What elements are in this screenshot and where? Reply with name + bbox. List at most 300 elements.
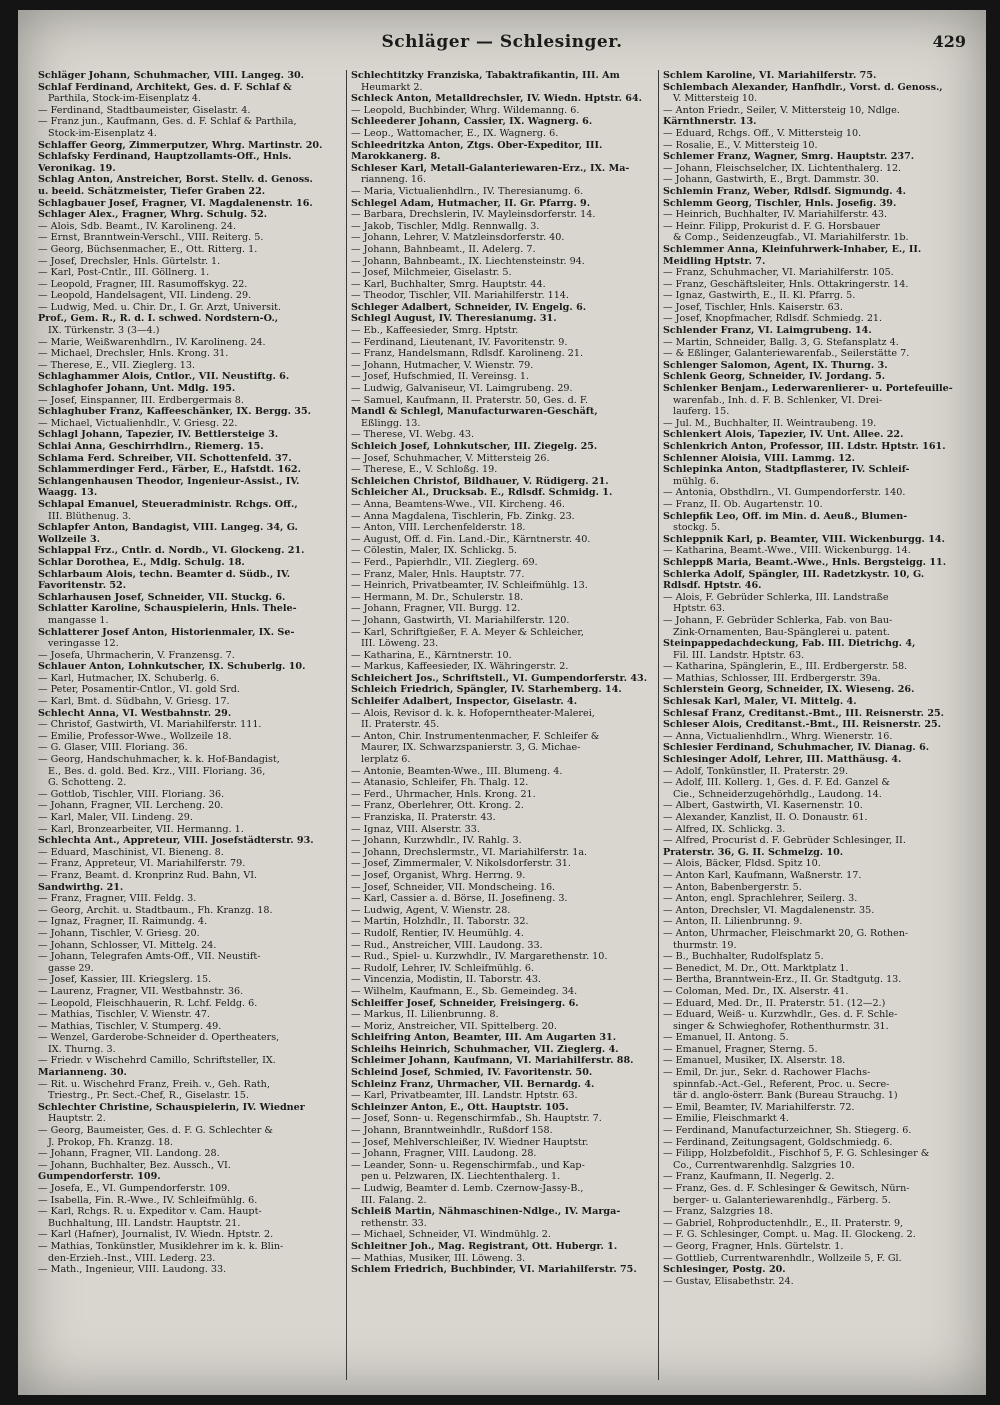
directory-entry-line: — Ignaz, VIII. Alserstr. 33.	[351, 823, 480, 835]
directory-entry-line: — Johann, Branntweinhdlr., Rußdorf 158.	[351, 1125, 553, 1137]
directory-entry-line: Schleich Josef, Lohnkutscher, III. Ziegelg. 25.	[351, 441, 598, 452]
directory-entry-line: mangasse 1.	[48, 614, 109, 626]
directory-entry-line: Buchhaltung, III. Landstr. Hauptstr. 21.	[48, 1217, 241, 1229]
directory-entry-line: — Leander, Sonn- u. Regenschirmfab., und Kap-	[351, 1159, 585, 1171]
directory-entry-line: rethenstr. 33.	[361, 1217, 427, 1229]
directory-entry-line: Schlemmer Anna, Kleinfuhrwerk-Inhaber, E., II.	[663, 243, 922, 255]
directory-entry-line: — Samuel, Kaufmann, II. Praterstr. 50, Ges. d. F.	[351, 394, 589, 406]
directory-entry-line: Schleicher Al., Drucksab. E., Rdlsdf. Schmidg. 1.	[351, 487, 613, 499]
directory-entry-line: III. Löweng. 23.	[361, 638, 439, 650]
directory-entry-line: mühlg. 6.	[673, 475, 719, 487]
directory-entry-line: Schlager Alex., Fragner, Whrg. Schulg. 52.	[38, 209, 268, 221]
directory-entry-line: III. Blüthenug. 3.	[48, 510, 132, 522]
directory-entry-line: Schleich Friedrich, Spängler, IV. Starhemberg. 14.	[351, 684, 622, 696]
directory-entry-line: Schlag Anton, Anstreicher, Borst. Stellv. d. Genoss.	[38, 174, 313, 186]
directory-entry-line: — Johann, Gastwirth, E., Brgt. Dammstr. 30.	[663, 174, 879, 186]
directory-entry-line: — Franz jun., Kaufmann, Ges. d. F. Schlaf & Parthila,	[38, 116, 297, 128]
directory-entry-line: Schlechter Christine, Schauspielerin, IV. Wiedner	[38, 1101, 305, 1113]
directory-entry-line: — Karl, Schriftgießer, F. A. Meyer & Schleicher,	[351, 626, 584, 638]
directory-entry-line: Schlarhausen Josef, Schneider, VII. Stuckg. 6.	[38, 591, 286, 603]
directory-entry-line: Gumpendorferstr. 109.	[38, 1171, 161, 1183]
directory-entry-line: — Josef, Sonn- u. Regenschirmfab., Sh. Hauptstr. 7.	[351, 1113, 602, 1125]
directory-entry-line: — Georg, Baumeister, Ges. d. F. G. Schlechter &	[38, 1125, 273, 1137]
directory-entry-line: — Johann, Kurzwhdlr., IV. Rahlg. 3.	[351, 835, 522, 847]
directory-entry-line: Rdlsdf. Hptstr. 46.	[663, 580, 762, 592]
directory-entry-line: — Franz, Beamt. d. Kronprinz Rud. Bahn, VI.	[38, 869, 258, 881]
directory-entry-line: Schleichert Jos., Schriftstell., VI. Gumpendorferstr. 43.	[351, 672, 648, 684]
directory-entry-line: IX. Türkenstr. 3 (3—4.)	[48, 325, 160, 337]
directory-entry-line: — Karl, Buchhalter, Smrg. Hauptstr. 44.	[351, 278, 546, 290]
directory-entry-line: — Ferdinand, Lieutenant, IV. Favoritenstr. 9.	[351, 336, 568, 348]
directory-entry-line: — Anton, Babenbergerstr. 5.	[663, 881, 802, 893]
directory-entry-line: veringasse 12.	[48, 638, 119, 650]
directory-entry-line: Favoritenstr. 52.	[38, 580, 127, 592]
directory-entry-line: — Karl, Hutmacher, IX. Schuberlg. 6.	[38, 672, 220, 684]
directory-entry-line: Schlapfer Anton, Bandagist, VIII. Langeg. 34, G.	[38, 522, 298, 534]
directory-entry-line: — Mathias, Tonkünstler, Musiklehrer im k. k. Blin-	[38, 1240, 284, 1252]
directory-entry-line: III. Falang. 2.	[361, 1194, 427, 1206]
directory-entry-line: — Barbara, Drechslerin, IV. Mayleinsdorferstr. 14.	[351, 209, 596, 221]
directory-entry-line: — Ernst, Branntwein-Verschl., VIII. Reiterg. 5.	[38, 232, 264, 244]
directory-entry-line: — Rosalie, E., V. Mittersteig 10.	[663, 139, 818, 151]
directory-entry-line: — Karl, Maler, VII. Lindeng. 29.	[38, 812, 193, 823]
directory-entry-line: — Franz, II. Ob. Augartenstr. 10.	[663, 498, 823, 510]
directory-entry-line: — Anton, VIII. Lerchenfelderstr. 18.	[351, 522, 526, 534]
directory-entry-line: Schleppnik Karl, p. Beamter, VIII. Wickenburgg. 14.	[663, 533, 945, 545]
directory-entry-line: — Johann, Buchhalter, Bez. Aussch., VI.	[38, 1159, 231, 1171]
directory-entry-line: Schleiß Martin, Nähmaschinen-Ndlge., IV. Marga-	[351, 1206, 621, 1218]
directory-entry-line: Schlapal Emanuel, Steueradministr. Rchgs. Off.,	[38, 498, 298, 510]
directory-entry-line: — Johann, Bahnbeamt., II. Adelerg. 7.	[351, 243, 536, 255]
directory-entry-line: & Comp., Seidenzeugfab., VI. Mariahilferstr. 1b.	[673, 232, 909, 244]
directory-entry-line: — Rudolf, Lehrer, IV. Schleifmühlg. 6.	[351, 962, 535, 974]
directory-entry-line: — August, Off. d. Fin. Land.-Dir., Kärntnerstr. 40.	[351, 533, 591, 545]
directory-entry-line: Kärnthnerstr. 13.	[663, 116, 757, 128]
directory-entry-line: Schlecht Anna, VI. Westbahnstr. 29.	[38, 707, 232, 719]
directory-entry-line: — Johann, Fragner, VII. Burgg. 12.	[351, 603, 521, 615]
directory-entry-line: II. Praterstr. 45.	[361, 719, 440, 731]
directory-entry-line: — Leopold, Fragner, III. Rasumoffskyg. 22.	[38, 278, 248, 290]
directory-entry-line: — Franz, Maler, Hnls. Hauptstr. 77.	[351, 568, 525, 580]
directory-entry-line: Schlechtitzky Franziska, Tabaktrafikantin, III. Am	[351, 70, 620, 81]
directory-entry-line: — Anton Karl, Kaufmann, Waßnerstr. 17.	[663, 869, 862, 881]
directory-entry-line: rianneng. 16.	[361, 174, 427, 186]
directory-entry-line: Schlappal Frz., Cntlr. d. Nordb., VI. Glockeng. 21.	[38, 545, 305, 557]
directory-entry-line: — Josef, Kassier, III. Kriegslerg. 15.	[38, 974, 212, 986]
directory-entry-line: — Josef, Mehlverschleißer, IV. Wiedner Hauptstr.	[351, 1136, 589, 1148]
directory-entry-line: — Wilhelm, Kaufmann, E., Sb. Gemeindeg. 34.	[351, 985, 578, 997]
directory-entry-line: — Franz, Handelsmann, Rdlsdf. Karolineng. 21.	[351, 348, 584, 360]
directory-entry-line: — Martin, Holzhdlr., II. Taborstr. 32.	[351, 916, 529, 928]
directory-entry-line: — Ludwig, Galvaniseur, VI. Laimgrubeng. 29.	[351, 383, 573, 395]
directory-entry-line: — Ludwig, Med. u. Chir. Dr., I. Gr. Arzt, Universit.	[38, 301, 282, 313]
directory-entry-line: — Karl, Privatbeamter, III. Landstr. Hptstr. 63.	[351, 1090, 578, 1102]
directory-entry-line: — Jul. M., Buchhalter, II. Weintraubeng. 19.	[663, 417, 877, 429]
directory-entry-line: Schleppß Maria, Beamt.-Wwe., Hnls. Bergsteigg. 11.	[663, 556, 947, 568]
directory-entry-line: — Michael, Drechsler, Hnls. Krong. 31.	[38, 348, 229, 360]
directory-entry-line: — Filipp, Holzbefoldit., Fischhof 5, F. G. Schlesinger &	[663, 1148, 930, 1160]
directory-entry-line: — Vincenzia, Modistin, II. Taborstr. 43.	[351, 974, 541, 986]
directory-entry-line: — Atanasio, Schleifer, Fh. Thalg. 12.	[351, 777, 529, 789]
directory-entry-line: Schlepinka Anton, Stadtpflasterer, IV. Schleif-	[663, 464, 910, 476]
directory-entry-line: Schleederer Johann, Cassier, IX. Wagnerg. 6.	[351, 116, 593, 128]
directory-entry-line: Stock-im-Eisenplatz 4.	[48, 127, 157, 139]
directory-entry-line: Hauptstr. 2.	[48, 1113, 106, 1125]
directory-entry-line: — Johann, Lehrer, V. Matzleinsdorferstr. 40.	[351, 232, 565, 244]
directory-entry-line: — Georg, Büchsenmacher, E., Ott. Ritterg. 1.	[38, 243, 258, 255]
directory-entry-line: — Franz, Ges. d. F. Schlesinger & Gewitsch, Nürn-	[663, 1183, 910, 1194]
directory-entry-line: — Johann, F. Gebrüder Schlerka, Fab. von Bau-	[663, 614, 893, 626]
directory-entry-line: tär d. anglo-österr. Bank (Bureau Strauchg. 1)	[673, 1090, 898, 1102]
directory-entry-line: — Rit. u. Wischehrd Franz, Freih. v., Geh. Rath,	[38, 1078, 270, 1090]
directory-entry-line: — Emanuel, Musiker, IX. Alserstr. 18.	[663, 1055, 846, 1067]
directory-entry-line: — Cölestin, Maler, IX. Schlickg. 5.	[351, 545, 518, 557]
running-title: Schläger — Schlesinger.	[381, 32, 623, 52]
directory-entry-line: — Antonie, Beamten-Wwe., III. Blumeng. 4.	[351, 765, 563, 777]
directory-entry-line: Schlemer Franz, Wagner, Smrg. Hauptstr. 237.	[663, 151, 915, 163]
directory-entry-line: — Johann, Gastwirth, VI. Mariahilferstr. 120.	[351, 614, 570, 626]
directory-entry-line: — Leopold, Buchbinder, Whrg. Wildemanng. 6.	[351, 104, 580, 116]
directory-entry-line: warenfab., Inh. d. F. B. Schlenker, VI. Drei-	[673, 394, 883, 406]
directory-entry-line: — Eduard, Med. Dr., II. Praterstr. 51. (12—2.)	[663, 997, 886, 1009]
directory-entry-line: — Josef, Organist, Whrg. Herrng. 9.	[351, 869, 526, 881]
directory-page	[18, 10, 986, 1395]
directory-entry-line: — G. Glaser, VIII. Floriang. 36.	[38, 742, 188, 754]
directory-entry-line: — Franz, Geschäftsleiter, Hnls. Ottakringerstr. 14.	[663, 278, 909, 290]
directory-entry-line: — Theodor, Tischler, VII. Mariahilferstr. 114.	[351, 290, 569, 302]
directory-entry-line: — Johann, Tischler, V. Griesg. 20.	[38, 927, 200, 939]
directory-entry-line: Sandwirthg. 21.	[38, 881, 124, 893]
page-header	[18, 32, 986, 56]
directory-entry-line: — Math., Ingenieur, VIII. Laudong. 33.	[38, 1264, 227, 1276]
directory-entry-line: Schleichen Christof, Bildhauer, V. Rüdigerg. 21.	[351, 475, 609, 487]
directory-entry-line: spinnfab.-Act.-Gel., Referent, Proc. u. Secre-	[673, 1078, 890, 1090]
directory-entry-line: Schlemm Georg, Tischler, Hnls. Josefig. 39.	[663, 197, 897, 209]
directory-entry-line: — Franz, Appreteur, VI. Mariahilferstr. 79.	[38, 858, 246, 870]
directory-entry-line: — Alexander, Kanzlist, II. O. Donaustr. 61.	[663, 812, 868, 823]
directory-entry-line: Schlafsky Ferdinand, Hauptzollamts-Off., Hnls.	[38, 151, 292, 163]
directory-entry-line: — Franz, Schuhmacher, VI. Mariahilferstr. 105.	[663, 267, 894, 279]
directory-entry-line: Schlatter Karoline, Schauspielerin, Hnls. Thele-	[38, 603, 297, 615]
directory-entry-line: — Antonia, Obsthdlrn., VI. Gumpendorferstr. 140.	[663, 487, 906, 499]
directory-entry-line: Schlangenhausen Theodor, Ingenieur-Assist., IV.	[38, 475, 300, 487]
directory-entry-line: Schlatterer Josef Anton, Historienmaler, IX. Se-	[38, 626, 295, 638]
directory-entry-line: — Katharina, Spänglerin, E., III. Erdbergerstr. 58.	[663, 661, 908, 673]
directory-entry-line: thurmstr. 19.	[673, 939, 737, 951]
directory-entry-line: — Georg, Archit. u. Stadtbaum., Fh. Kranzg. 18.	[38, 904, 273, 916]
directory-entry-line: — Ferdinand, Stadtbaumeister, Giselastr. 4.	[38, 104, 251, 116]
directory-entry-line: — Johann, Fragner, VIII. Laudong. 28.	[351, 1148, 537, 1160]
directory-entry-line: Schlem Friedrich, Buchbinder, VI. Mariahilferstr. 75.	[351, 1264, 637, 1276]
directory-entry-line: Zink-Ornamenten, Bau-Spänglerei u. patent.	[673, 626, 890, 638]
directory-entry-line: Schlesak Karl, Maler, VI. Mittelg. 4.	[663, 696, 857, 708]
directory-entry-line: pen u. Pelzwaren, IX. Liechtenthalerg. 1.	[361, 1171, 561, 1183]
directory-entry-line: Schlesinger Adolf, Lehrer, III. Matthäusg. 4.	[663, 754, 902, 766]
directory-entry-line: — Leop., Wattomacher, E., IX. Wagnerg. 6.	[351, 127, 559, 139]
directory-entry-line: — Therese, E., V. Schloßg. 19.	[351, 464, 498, 476]
directory-entry-line: V. Mittersteig 10.	[673, 93, 758, 105]
directory-entry-line: — Heinrich, Buchhalter, IV. Mariahilferstr. 43.	[663, 209, 888, 221]
directory-entry-line: Marianneng. 30.	[38, 1067, 127, 1079]
directory-entry-line: — Anton, Uhrmacher, Fleischmarkt 20, G. Rothen-	[663, 927, 909, 939]
directory-entry-line: Mandl & Schlegl, Manufacturwaren-Geschäft,	[351, 406, 598, 418]
directory-entry-line: Schlenkert Alois, Tapezier, IV. Unt. Allee. 22.	[663, 429, 904, 441]
directory-entry-line: — Markus, II. Lilienbrunng. 8.	[351, 1009, 499, 1021]
directory-entry-line: — Bertha, Branntwein-Erz., II. Gr. Stadtgutg. 13.	[663, 974, 902, 986]
directory-entry-line: Praterstr. 36, G. II. Schmelzg. 10.	[663, 846, 844, 858]
directory-entry-line: Waagg. 13.	[38, 487, 98, 499]
directory-entry-line: — Ignaz, Fragner, II. Raimundg. 4.	[38, 916, 208, 928]
directory-entry-line: — Mathias, Tischler, V. Stumperg. 49.	[38, 1020, 222, 1032]
directory-entry-line: — Josefa, Uhrmacherin, V. Franzensg. 7.	[38, 649, 235, 661]
directory-entry-line: — Josef, Drechsler, Hnls. Gürtelstr. 1.	[38, 255, 221, 267]
directory-entry-line: Schlender Franz, VI. Laimgrubeng. 14.	[663, 325, 872, 337]
directory-entry-line: — Franz, Fragner, VIII. Feldg. 3.	[38, 893, 197, 905]
directory-entry-line: — Ludwig, Beamter d. Lemb. Czernow-Jassy-B.,	[351, 1183, 584, 1194]
directory-entry-line: — Johann, Bahnbeamt., IX. Liechtensteinstr. 94.	[351, 255, 585, 267]
directory-entry-line: Schlenker Benjam., Lederwarenlierer- u. Portefeuille-	[663, 383, 953, 395]
directory-entry-line: — Alois, Sdb. Beamt., IV. Karolineng. 24.	[38, 220, 237, 232]
directory-entry-line: Schlerka Adolf, Spängler, III. Radetzkystr. 10, G.	[663, 568, 925, 580]
directory-entry-line: — Katharina, Beamt.-Wwe., VIII. Wickenburgg. 14.	[663, 545, 911, 557]
directory-entry-line: — Karl, Bronzearbeiter, VII. Hermanng. 1.	[38, 823, 244, 835]
directory-entry-line: — Franziska, II. Praterstr. 43.	[351, 812, 496, 823]
directory-entry-line: Schlaghammer Alois, Cntlor., VII. Neustiftg. 6.	[38, 371, 290, 383]
directory-entry-line: Schlembach Alexander, Hanfhdlr., Vorst. d. Genoss.,	[663, 81, 943, 93]
directory-entry-line: — Emilie, Fleischmarkt 4.	[663, 1113, 789, 1125]
directory-entry-line: — Alois, Bäcker, Fldsd. Spitz 10.	[663, 858, 821, 870]
directory-entry-line: Co., Currentwarenhdlg. Salzgries 10.	[673, 1159, 855, 1171]
directory-entry-line: — Emilie, Professor-Wwe., Wollzeile 18.	[38, 730, 232, 742]
directory-entry-line: Wollzeile 3.	[38, 533, 100, 545]
directory-entry-line: — Franz, Kaufmann, II. Negerlg. 2.	[663, 1171, 835, 1183]
directory-entry-line: Schlenk Georg, Schneider, IV. Jordang. 5.	[663, 371, 886, 383]
directory-entry-line: — Emil, Dr. jur., Sekr. d. Rachower Flachs-	[663, 1067, 871, 1079]
directory-entry-line: — Albert, Gastwirth, VI. Kasernenstr. 10.	[663, 800, 863, 812]
directory-entry-line: — Michael, Victualienhdlr., V. Griesg. 22.	[38, 417, 238, 429]
directory-entry-line: — Josef, Schneider, VII. Mondscheing. 16.	[351, 881, 556, 893]
directory-entry-line: E., Bes. d. gold. Bed. Krz., VIII. Floriang. 36,	[48, 765, 266, 777]
directory-entry-line: — Eduard, Weiß- u. Kurzwhdlr., Ges. d. F. Schle-	[663, 1009, 898, 1021]
directory-entry-line: — Moriz, Anstreicher, VII. Spittelberg. 20.	[351, 1020, 557, 1032]
directory-entry-line: Schleiffer Josef, Schneider, Freisingerg. 6.	[351, 997, 579, 1009]
directory-entry-line: u. beeid. Schätzmeister, Tiefer Graben 22.	[38, 185, 266, 197]
directory-entry-line: — Ferdinand, Manufacturzeichner, Sh. Stiegerg. 6.	[663, 1125, 912, 1137]
directory-entry-line: — Eb., Kaffeesieder, Smrg. Hptstr.	[351, 325, 519, 337]
directory-entry-line: — Rud., Anstreicher, VIII. Laudong. 33.	[351, 939, 543, 951]
directory-entry-line: — Josef, Schuhmacher, V. Mittersteig 26.	[351, 452, 550, 464]
directory-entry-line: — Anton, Drechsler, VI. Magdalenenstr. 35.	[663, 904, 875, 916]
directory-entry-line: — Karl, Post-Cntlr., III. Göllnerg. 1.	[38, 267, 210, 279]
directory-entry-line: — Anton, II. Lilienbrunng. 9.	[663, 916, 803, 928]
directory-entry-line: — Coloman, Med. Dr., IX. Alserstr. 41.	[663, 985, 849, 997]
directory-entry-line: Schleser Karl, Metall-Galanteriewaren-Erz., IX. Ma-	[351, 162, 630, 174]
directory-entry-line: — Anna, Beamtens-Wwe., VII. Kircheng. 46.	[351, 498, 565, 510]
directory-entry-line: — Anna, Victualienhdlrn., Whrg. Wienerstr. 16.	[663, 730, 893, 742]
directory-entry-line: — Adolf, III. Kollerg. 1, Ges. d. F. Ed. Ganzel &	[663, 777, 890, 789]
directory-entry-line: Schlenner Aloisia, VIII. Lammg. 12.	[663, 452, 855, 464]
directory-entry-line: — Johann, Fragner, VII. Lercheng. 20.	[38, 800, 224, 812]
directory-entry-line: — Johann, Fleischselcher, IX. Lichtenthalerg. 12.	[663, 162, 902, 174]
directory-entry-line: Schlauer Anton, Lohnkutscher, IX. Schuberlg. 10.	[38, 661, 306, 673]
directory-entry-line: Schlaffer Georg, Zimmerputzer, Whrg. Martinstr. 20.	[38, 139, 323, 151]
directory-entry-line: Meidling Hptstr. 7.	[663, 255, 766, 267]
directory-entry-line: Schlai Anna, Geschirrhdlrn., Riemerg. 15.	[38, 441, 264, 452]
directory-entry-line: Eßlingg. 13.	[361, 417, 421, 429]
directory-entry-line: — B., Buchhalter, Rudolfsplatz 5.	[663, 951, 824, 963]
directory-entry-line: Schlepfik Leo, Off. im Min. d. Aeuß., Blumen-	[663, 510, 908, 522]
directory-entry-line: Schlaghofer Johann, Unt. Mdlg. 195.	[38, 383, 236, 395]
directory-entry-line: — Mathias, Musiker, III. Löweng. 3.	[351, 1252, 526, 1264]
directory-entry-line: — Wenzel, Garderobe-Schneider d. Opertheaters,	[38, 1032, 280, 1044]
directory-entry-line: — Mathias, Tischler, V. Wienstr. 47.	[38, 1009, 210, 1021]
directory-entry-line: — Gabriel, Rohproductenhdlr., E., II. Praterstr. 9,	[663, 1217, 904, 1229]
directory-entry-line: — Johann, Telegrafen Amts-Off., VII. Neustift-	[38, 951, 261, 963]
directory-entry-line: Schlaghuber Franz, Kaffeeschänker, IX. Bergg. 35.	[38, 406, 311, 418]
directory-entry-line: — Karl, Rchgs. R. u. Expeditor v. Cam. Haupt-	[38, 1206, 262, 1218]
directory-entry-line: — Georg, Fragner, Hnls. Gürtelstr. 1.	[663, 1240, 844, 1252]
directory-entry-line: Schleitner Joh., Mag. Registrant, Ott. Hubergr. 1.	[351, 1240, 618, 1252]
directory-entry-line: — Ferd., Uhrmacher, Hnls. Krong. 21.	[351, 788, 536, 800]
directory-entry-line: Schleimer Johann, Kaufmann, VI. Mariahilferstr. 88.	[351, 1055, 634, 1067]
directory-entry-line: — Gottlieb, Currentwarenhdlr., Wollzeile 5, F. Gl.	[663, 1252, 902, 1264]
directory-entry-line: — Markus, Kaffeesieder, IX. Währingerstr. 2.	[351, 661, 569, 673]
directory-entry-line: Schlammerdinger Ferd., Färber, E., Hafstdt. 162.	[38, 464, 301, 476]
directory-entry-line: — Josefa, E., VI. Gumpendorferstr. 109.	[38, 1183, 231, 1194]
directory-entry-line: Schlemin Franz, Weber, Rdlsdf. Sigmundg. 4.	[663, 185, 906, 197]
directory-entry-line: Schleifer Adalbert, Inspector, Giselastr. 4.	[351, 696, 578, 708]
directory-entry-line: — Gustav, Elisabethstr. 24.	[663, 1275, 794, 1287]
directory-entry-line: — Emanuel, II. Antong. 5.	[663, 1032, 789, 1044]
directory-entry-line: Schlechta Ant., Appreteur, VIII. Josefstädterstr. 93.	[38, 835, 314, 847]
directory-entry-line: — Karl, Bmt. d. Südbahn, V. Griesg. 17.	[38, 696, 230, 708]
column-1	[34, 70, 346, 1380]
directory-entry-line: Schlegl August, IV. Theresianumg. 31.	[351, 313, 557, 325]
directory-entry-line: Fil. III. Landstr. Hptstr. 63.	[673, 649, 805, 661]
directory-entry-line: Schleihs Heinrich, Schuhmacher, VII. Zieglerg. 4.	[351, 1043, 619, 1055]
directory-entry-line: lauferg. 15.	[673, 406, 730, 418]
column-3	[658, 70, 970, 1380]
directory-entry-line: — Eduard, Rchgs. Off., V. Mittersteig 10.	[663, 127, 862, 139]
directory-entry-line: — Leopold, Handelsagent, VII. Lindeng. 29.	[38, 290, 252, 302]
directory-entry-line: Schlenkrich Anton, Professor, III. Ldstr. Hptstr. 161.	[663, 441, 946, 452]
directory-entry-line: — Leopold, Fleischhauerin, R. Lchf. Feldg. 6.	[38, 997, 258, 1009]
directory-entry-line: Schlaf Ferdinand, Architekt, Ges. d. F. Schlaf &	[38, 81, 292, 93]
directory-entry-line: G. Schotteng. 2.	[48, 777, 127, 789]
directory-entry-line: berger- u. Galanteriewarenhdlg., Färberg. 5.	[673, 1194, 891, 1206]
directory-entry-line: — Marie, Weißwarenhdlrn., IV. Karolineng. 24.	[38, 336, 266, 348]
directory-entry-line: — Benedict, M. Dr., Ott. Marktplatz 1.	[663, 962, 849, 974]
directory-entry-line: — Katharina, E., Kärntnerstr. 10.	[351, 649, 512, 661]
directory-entry-line: — Ferd., Papierhdlr., VII. Zieglerg. 69.	[351, 556, 538, 568]
directory-entry-line: — Jakob, Tischler, Mdlg. Rennwallg. 3.	[351, 220, 540, 232]
directory-entry-line: — Friedr. v Wischehrd Camillo, Schriftsteller, IX.	[38, 1055, 276, 1067]
directory-entry-line: — Karl (Hafner), Journalist, IV. Wiedn. Hptstr. 2.	[38, 1229, 274, 1241]
directory-entry-line: Schlem Karoline, VI. Mariahilferstr. 75.	[663, 70, 877, 81]
directory-entry-line: — Josef, Hufschmied, II. Vereinsg. 1.	[351, 371, 530, 383]
directory-entry-line: Schlagl Johann, Tapezier, IV. Bettlersteige 3.	[38, 429, 279, 441]
directory-entry-line: — Maria, Victualienhdlrn., IV. Theresianumg. 6.	[351, 185, 584, 197]
directory-entry-line: den-Erzieh.-Inst., VIII. Lederg. 23.	[48, 1252, 216, 1264]
directory-entry-line: — Eduard, Maschinist, VI. Bieneng. 8.	[38, 846, 224, 858]
directory-entry-line: — Franz, Oberlehrer, Ott. Krong. 2.	[351, 800, 524, 812]
directory-entry-line: — Heinr. Filipp, Prokurist d. F. G. Horsbauer	[663, 220, 880, 232]
directory-entry-line: — Emanuel, Fragner, Sterng. 5.	[663, 1043, 818, 1055]
directory-entry-line: — Heinrich, Privatbeamter, IV. Schleifmühlg. 13.	[351, 580, 588, 592]
directory-entry-line: — Anton Friedr., Seiler, V. Mittersteig 10, Ndlge.	[663, 104, 900, 116]
directory-entry-line: Schleger Adalbert, Schneider, IV. Engelg. 6.	[351, 301, 587, 313]
directory-entry-line: Prof., Gem. R., R. d. I. schwed. Nordstern-O.,	[38, 313, 279, 325]
directory-entry-line: singer & Schwieghofer, Rothenthurmstr. 31.	[673, 1020, 889, 1032]
directory-entry-line: — Emil, Beamter, IV. Mariahilferstr. 72.	[663, 1101, 855, 1113]
directory-entry-line: — Adolf, Tonkünstler, II. Praterstr. 29.	[663, 765, 849, 777]
directory-entry-line: gasse 29.	[48, 962, 94, 974]
directory-entry-line: Steinpappedachdeckung, Fab. III. Dietrichg. 4,	[663, 638, 916, 650]
directory-entry-line: Schlesaf Franz, Creditanst.-Bmt., III. Reisnerstr. 25.	[663, 707, 945, 719]
directory-entry-line: J. Prokop, Fh. Kranzg. 18.	[48, 1136, 173, 1148]
directory-entry-line: — Josef, Zimmermaler, V. Nikolsdorferstr. 31.	[351, 858, 571, 870]
directory-entry-line: — Peter, Posamentir-Cntlor., VI. gold Srd.	[38, 684, 240, 696]
directory-entry-line: — Georg, Handschuhmacher, k. k. Hof-Bandagist,	[38, 754, 280, 766]
directory-entry-line: Schlerstein Georg, Schneider, IX. Wieseng. 26.	[663, 684, 915, 696]
directory-entry-line: Schleind Josef, Schmied, IV. Favoritenstr. 50.	[351, 1067, 593, 1079]
directory-entry-line: — Rud., Spiel- u. Kurzwhdlr., IV. Margarethenstr. 10.	[351, 951, 608, 963]
directory-entry-line: Cie., Schneiderzugehörhdlg., Laudong. 14.	[673, 788, 882, 800]
directory-entry-line: Veronikag. 19.	[38, 162, 116, 174]
directory-entry-line: Schlesinger, Postg. 20.	[663, 1264, 786, 1276]
directory-entry-line: Schläger Johann, Schuhmacher, VIII. Langeg. 30.	[38, 70, 305, 81]
directory-entry-line: — Anton, Chir. Instrumentenmacher, F. Schleifer &	[351, 730, 600, 742]
directory-entry-line: — Alfred, IX. Schlickg. 3.	[663, 823, 786, 835]
directory-entry-line: — Gottlob, Tischler, VIII. Floriang. 36.	[38, 788, 225, 800]
directory-entry-line: Schlegel Adam, Hutmacher, II. Gr. Pfarrg. 9.	[351, 197, 591, 209]
directory-entry-line: — Johann, Schlosser, VI. Mittelg. 24.	[38, 939, 217, 951]
directory-entry-line: — Johann, Hutmacher, V. Wienstr. 79.	[351, 359, 534, 371]
directory-entry-line: Schlarbaum Alois, techn. Beamter d. Südb., IV.	[38, 568, 291, 580]
directory-entry-line: Schlama Ferd. Schreiber, VII. Schottenfeld. 37.	[38, 452, 292, 464]
directory-entry-line: — Christof, Gastwirth, VI. Mariahilferstr. 111.	[38, 719, 262, 731]
directory-entry-line: Schleser Alois, Creditanst.-Bmt., III. Reisnerstr. 25.	[663, 719, 942, 731]
directory-entry-line: Schlenger Salomon, Agent, IX. Thurng. 3.	[663, 359, 888, 371]
directory-entry-line: — Isabella, Fin. R.-Wwe., IV. Schleifmühlg. 6.	[38, 1194, 258, 1206]
directory-entry-line: — Rudolf, Rentier, IV. Heumühlg. 4.	[351, 927, 524, 939]
directory-entry-line: Schleinz Franz, Uhrmacher, VII. Bernardg. 4.	[351, 1078, 595, 1090]
directory-columns	[34, 70, 970, 1380]
directory-entry-line: Triestrg., Pr. Sect.-Chef, R., Giselastr. 15.	[48, 1090, 249, 1102]
directory-entry-line: — Laurenz, Fragner, VII. Westbahnstr. 36.	[38, 985, 244, 997]
directory-entry-line: — Hermann, M. Dr., Schulerstr. 18.	[351, 591, 524, 603]
directory-entry-line: — Ignaz, Gastwirth, E., II. Kl. Pfarrg. 5.	[663, 290, 856, 302]
directory-entry-line: — Therese, E., VII. Zieglerg. 13.	[38, 359, 196, 371]
page-number: 429	[932, 32, 966, 51]
column-2	[346, 70, 658, 1380]
directory-entry-line: Schlar Dorothea, E., Mdlg. Schulg. 18.	[38, 556, 245, 568]
directory-entry-line: stockg. 5.	[673, 522, 721, 534]
directory-entry-line: Heumarkt 2.	[361, 81, 423, 93]
directory-entry-line: — Johann, Fragner, VII. Landong. 28.	[38, 1148, 220, 1160]
directory-entry-line: — & Eßlinger, Galanteriewarenfab., Seilerstätte 7.	[663, 348, 910, 360]
directory-entry-line: — Michael, Schneider, VI. Windmühlg. 2.	[351, 1229, 551, 1241]
directory-entry-line: — Alfred, Procurist d. F. Gebrüder Schlesinger, II.	[663, 835, 906, 847]
directory-entry-line: IX. Thurng. 3.	[48, 1043, 116, 1055]
directory-entry-line: Parthila, Stock-im-Eisenplatz 4.	[48, 93, 202, 105]
directory-entry-line: — Ferdinand, Zeitungsagent, Goldschmiedg. 6.	[663, 1136, 893, 1148]
directory-entry-line: — Ludwig, Agent, V. Wienstr. 28.	[351, 904, 511, 916]
directory-entry-line: — Alois, F. Gebrüder Schlerka, III. Landstraße	[663, 591, 889, 603]
directory-entry-line: Schleedritzka Anton, Ztgs. Ober-Expeditor, III.	[351, 139, 603, 151]
directory-entry-line: Schlagbauer Josef, Fragner, VI. Magdalenenstr. 16.	[38, 197, 313, 209]
directory-entry-line: — Alois, Revisor d. k. k. Hofoperntheater-Malerei,	[351, 707, 595, 719]
